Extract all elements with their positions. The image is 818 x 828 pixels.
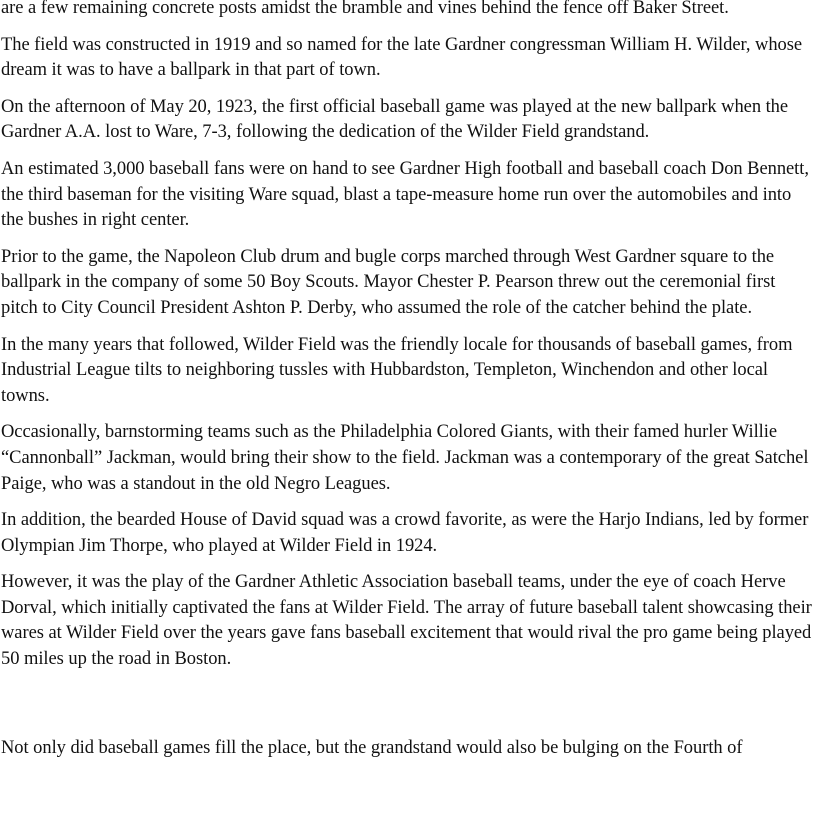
section-gap: [1, 684, 813, 736]
paragraph-pregame-ceremony: Prior to the game, the Napoleon Club drum and bugle corps marched through West Gardner square to the ballpark in the company of some 50 Boy Scouts. Mayor Chester P. Pearson threw out the ceremonial first pitch to City Council President Ashton P. Derby, who assumed the role of the catcher behind the plate.: [1, 246, 776, 318]
paragraph-gardner-athletic-association: However, it was the play of the Gardner Athletic Association baseball teams, under the eye of coach Herve Dorval, which initially captivated the fans at Wilder Field. The array of future baseball talent showcasing their wares at Wilder Field over the years gave fans baseball excitement that would rival the pro game being played 50 miles up the road in Boston.: [1, 572, 812, 670]
paragraph-fourth-of-july: Not only did baseball games fill the place, but the grandstand would also be bulging on the Fourth of: [1, 737, 743, 758]
paragraph-barnstorming-teams: Occasionally, barnstorming teams such as the Philadelphia Colored Giants, with their famed hurler Willie “Cannonball” Jackman, would bring their show to the field. Jackman was a contemporary of the great Satchel Paige, who was a standout in the old Negro Leagues.: [1, 422, 809, 494]
paragraph-house-of-david: In addition, the bearded House of David squad was a crowd favorite, as were the Harjo Indians, led by former Olympian Jim Thorpe, who played at Wilder Field in 1924.: [1, 510, 809, 556]
paragraph-first-game: On the afternoon of May 20, 1923, the first official baseball game was played at the new ballpark when the Gardner A.A. lost to Ware, 7-3, following the dedication of the Wilder Field grandstand.: [1, 96, 789, 143]
paragraph-field-construction: The field was constructed in 1919 and so named for the late Gardner congressman William H. Wilder, whose dream it was to have a ballpark in that part of town.: [1, 34, 803, 81]
paragraph-remaining-posts: are a few remaining concrete posts amidst the bramble and vines behind the fence off Baker Street.: [1, 0, 729, 18]
paragraph-following-years: In the many years that followed, Wilder Field was the friendly locale for thousands of baseball games, from Industrial League tilts to neighboring tussles with Hubbardston, Templeton, Winchendon and other local towns.: [1, 334, 793, 406]
paragraph-home-run: An estimated 3,000 baseball fans were on hand to see Gardner High football and baseball coach Don Bennett, the third baseman for the visiting Ware squad, blast a tape-measure home run over the automobiles and into the bushes in right center.: [1, 158, 809, 231]
article-body: [1, 0, 813, 772]
